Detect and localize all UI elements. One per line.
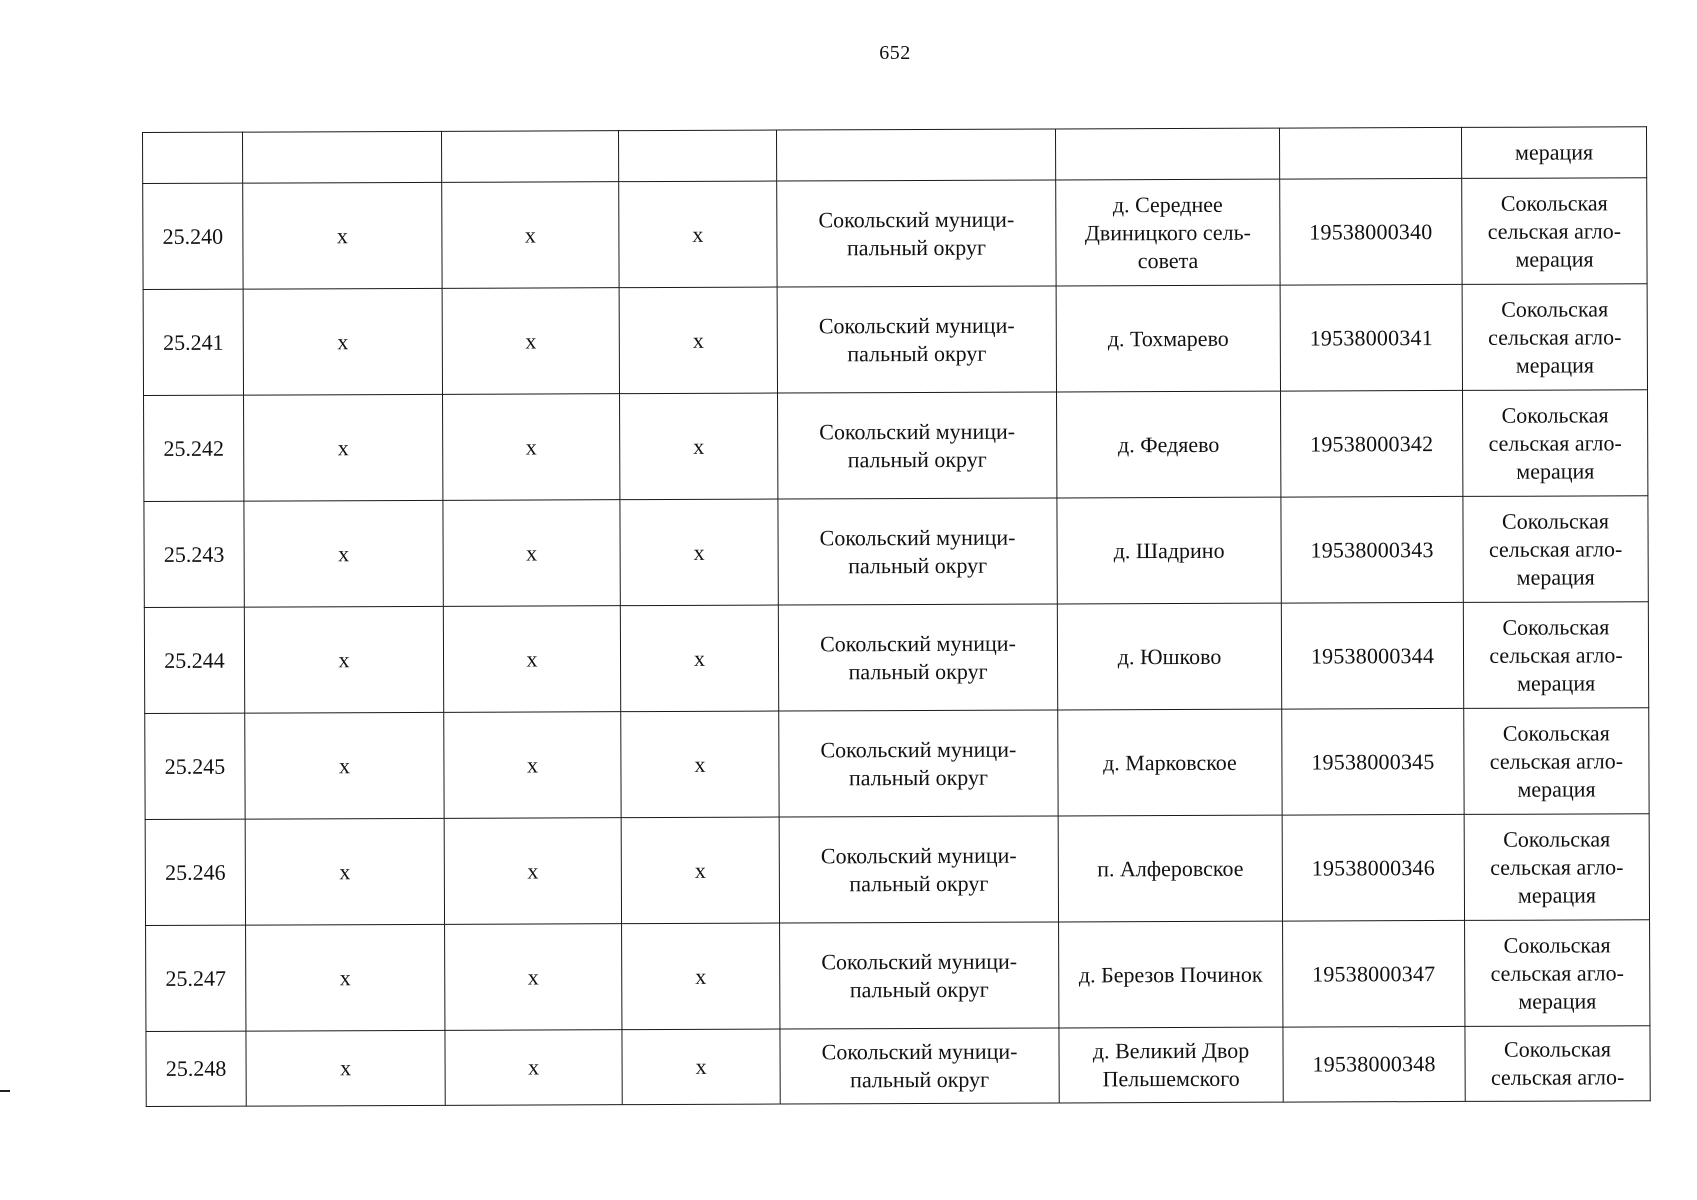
district-line: пальный округ [849, 976, 989, 1002]
cell-x: х [444, 712, 621, 819]
okato-code: 19538000347 [1283, 920, 1465, 1027]
table-row [144, 496, 1648, 608]
district-line: Сокольский муници- [821, 948, 1018, 974]
agglomeration-cell-line: Сокольская [1503, 931, 1611, 958]
agglomeration-cell [1462, 284, 1647, 391]
agglomeration-cell-line: мерация [1516, 457, 1595, 484]
district-line: пальный округ [848, 552, 988, 578]
settlement-cell-line: п. Алферовское [1097, 855, 1244, 881]
header-cell [1279, 127, 1461, 179]
okato-code: 19538000343 [1281, 496, 1463, 603]
cell-x: х [620, 605, 778, 712]
header-cell-agglomeration-tail: мерация [1461, 127, 1646, 179]
settlement-cell [1058, 709, 1282, 816]
district-line: пальный округ [847, 446, 987, 472]
cell-x: х [621, 711, 779, 818]
table-row [146, 920, 1650, 1032]
settlement-cell-line: совета [1137, 247, 1199, 273]
table-row [146, 1026, 1650, 1107]
cell-x: х [622, 1029, 780, 1105]
agglomeration-cell-line: сельская агло- [1488, 323, 1622, 350]
district-line: Сокольский муници- [818, 312, 1015, 338]
agglomeration-cell [1463, 496, 1648, 603]
row-code: 25.241 [143, 289, 243, 395]
agglomeration-cell-line: мерация [1517, 669, 1596, 696]
agglomeration-cell-line: мерация [1517, 775, 1596, 802]
table-row [143, 178, 1647, 290]
cell-x: х [443, 500, 620, 607]
cell-x: х [619, 181, 777, 288]
header-cell [776, 129, 1055, 181]
table-container [142, 126, 1650, 1107]
header-cell [143, 132, 243, 183]
agglomeration-cell-line: мерация [1516, 563, 1595, 590]
cell-x: х [246, 924, 445, 1031]
settlement-cell [1056, 285, 1280, 392]
agglomeration-cell-line: Сокольская [1500, 189, 1608, 216]
district-cell [780, 1028, 1059, 1104]
okato-code: 19538000348 [1283, 1026, 1465, 1102]
district-line: пальный округ [849, 870, 989, 896]
settlement-cell-line: д. Марковское [1103, 749, 1237, 775]
district-cell [778, 604, 1057, 711]
settlement-cell-line: д. Федяево [1117, 431, 1220, 457]
district-cell [779, 710, 1058, 817]
row-code: 25.248 [146, 1031, 246, 1106]
table-row [145, 708, 1649, 820]
district-cell [780, 922, 1059, 1029]
okato-code: 19538000342 [1281, 390, 1463, 497]
district-line: пальный округ [848, 658, 988, 684]
cell-x: х [622, 923, 780, 1030]
district-line: пальный округ [848, 764, 989, 790]
agglomeration-cell-line: сельская агло- [1490, 853, 1624, 880]
district-cell [777, 286, 1056, 393]
agglomeration-cell-line: сельская агло- [1490, 959, 1624, 986]
okato-code: 19538000345 [1282, 708, 1464, 815]
header-cell [618, 130, 776, 182]
agglomeration-cell-line: Сокольская [1501, 295, 1609, 322]
okato-code: 19538000344 [1281, 602, 1463, 709]
agglomeration-cell-line: мерация [1518, 987, 1597, 1014]
district-line: Сокольский муници- [820, 736, 1017, 762]
page-number: 652 [879, 42, 911, 64]
cell-x: х [442, 182, 619, 289]
cell-x: х [243, 182, 442, 289]
settlement-cell [1056, 179, 1280, 286]
district-line: Сокольский муници- [820, 630, 1016, 656]
settlement-cell [1059, 921, 1283, 1028]
cell-x: х [619, 287, 777, 394]
district-line: Сокольский муници- [819, 524, 1016, 550]
table-row [145, 814, 1649, 926]
agglomeration-cell-line: мерация [1515, 245, 1594, 272]
settlement-cell-line: д. Шадрино [1113, 537, 1225, 563]
row-code: 25.245 [145, 713, 245, 819]
okato-code: 19538000341 [1280, 284, 1462, 391]
cell-x: х [620, 393, 778, 500]
district-cell [778, 392, 1057, 499]
header-cell [441, 131, 618, 183]
cell-x: х [445, 1030, 622, 1106]
agglomeration-cell-line: сельская агло- [1487, 217, 1622, 244]
cell-x: х [243, 288, 442, 395]
table-row [143, 284, 1647, 396]
agglomeration-cell-line: сельская агло- [1490, 1064, 1625, 1090]
settlement-cell-line: Пельшемского [1102, 1065, 1240, 1092]
agglomeration-cell [1464, 814, 1649, 921]
okato-code: 19538000340 [1280, 178, 1462, 285]
agglomeration-cell [1463, 602, 1648, 709]
agglomeration-cell-line: Сокольская [1501, 507, 1610, 534]
cell-x: х [244, 606, 443, 713]
district-cell [777, 180, 1056, 287]
settlement-cell-line: д. Середнее [1112, 191, 1223, 217]
settlement-cell-line: д. Тохмарево [1107, 325, 1229, 351]
district-line: пальный округ [847, 340, 987, 366]
row-code: 25.244 [144, 607, 244, 713]
row-code: 25.240 [143, 183, 243, 289]
header-cell [1055, 128, 1279, 180]
cell-x: х [443, 394, 620, 501]
cell-x: х [444, 818, 621, 925]
district-line: Сокольский муници- [818, 206, 1015, 232]
agglomeration-cell-line: мерация [1515, 351, 1595, 378]
agglomeration-cell-line: сельская агло- [1489, 747, 1624, 774]
settlements-table [142, 126, 1651, 1107]
cell-x: х [244, 394, 443, 501]
row-code: 25.242 [144, 395, 244, 501]
district-line: пальный округ [850, 1066, 990, 1093]
cell-x: х [245, 818, 444, 925]
agglomeration-cell-line: Сокольская [1503, 1036, 1612, 1062]
cell-x: х [442, 288, 619, 395]
agglomeration-cell-line: сельская агло- [1488, 429, 1622, 456]
district-line: пальный округ [846, 234, 986, 260]
settlement-cell [1057, 391, 1281, 498]
agglomeration-cell-line: сельская агло- [1489, 641, 1623, 668]
settlement-cell-line: д. Березов Починок [1078, 961, 1263, 987]
cell-x: х [245, 712, 444, 819]
district-line: Сокольский муници- [821, 1038, 1018, 1065]
header-cell [243, 131, 442, 183]
agglomeration-cell [1462, 178, 1647, 285]
agglomeration-cell-line: Сокольская [1502, 613, 1610, 640]
cell-x: х [445, 924, 622, 1031]
agglomeration-cell-line: Сокольская [1503, 825, 1611, 852]
table-row [144, 390, 1648, 502]
settlement-cell-line: д. Юшково [1117, 643, 1222, 669]
agglomeration-cell-line: Сокольская [1501, 401, 1609, 428]
agglomeration-cell-line: Сокольская [1502, 719, 1610, 746]
district-cell [779, 816, 1058, 923]
settlement-cell [1057, 603, 1281, 710]
settlement-cell-line: Двиницкого сель- [1084, 219, 1252, 245]
agglomeration-cell [1465, 1026, 1650, 1102]
okato-code: 19538000346 [1282, 814, 1464, 921]
agglomeration-cell-line: сельская агло- [1488, 535, 1623, 562]
settlement-cell-line: д. Великий Двор [1092, 1037, 1250, 1064]
cell-x: х [244, 500, 443, 607]
cell-x: х [620, 499, 778, 606]
settlement-cell [1057, 497, 1281, 604]
table-body [143, 127, 1651, 1107]
district-cell [778, 498, 1057, 605]
settlement-cell [1058, 815, 1282, 922]
agglomeration-cell-line: мерация [1517, 881, 1597, 908]
table-row [144, 602, 1648, 714]
cell-x: х [621, 817, 779, 924]
row-code: 25.243 [144, 501, 244, 607]
district-line: Сокольский муници- [820, 842, 1017, 868]
agglomeration-cell [1463, 390, 1648, 497]
table-continuation-row [143, 127, 1647, 184]
cell-x: х [246, 1030, 445, 1106]
agglomeration-cell [1465, 920, 1650, 1027]
margin-mark [0, 1090, 10, 1092]
agglomeration-cell [1464, 708, 1649, 815]
row-code: 25.247 [146, 925, 246, 1031]
settlement-cell [1059, 1027, 1283, 1103]
row-code: 25.246 [145, 819, 245, 925]
cell-x: х [443, 606, 620, 713]
district-line: Сокольский муници- [819, 418, 1016, 444]
